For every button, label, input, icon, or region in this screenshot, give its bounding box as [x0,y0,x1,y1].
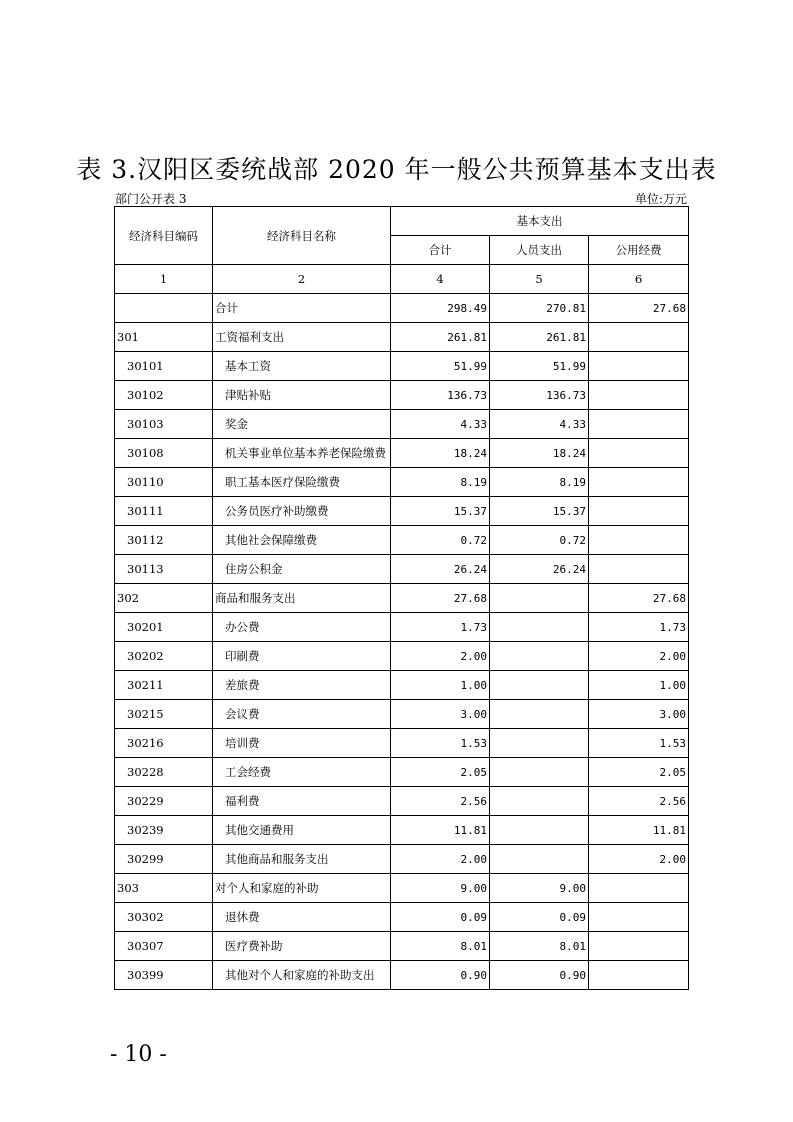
table-row [115,323,689,352]
cell-personnel [490,758,589,787]
cell-personnel [490,671,589,700]
cell-code: 30101 [115,352,213,381]
cell-public [589,526,689,555]
cell-code: 30111 [115,497,213,526]
cell-public [589,439,689,468]
table-row [115,671,689,700]
cell-name: 机关事业单位基本养老保险缴费 [213,439,391,468]
table-row [115,555,689,584]
cell-code: 30110 [115,468,213,497]
header-personnel: 人员支出 [490,236,589,265]
cell-code: 30228 [115,758,213,787]
cell-total: 2.00 [391,642,490,671]
cell-personnel [490,787,589,816]
cell-name: 公务员医疗补助缴费 [213,497,391,526]
cell-personnel: 8.01 [490,932,589,961]
cell-total: 27.68 [391,584,490,613]
header-index: 5 [490,265,589,294]
cell-public: 1.53 [589,729,689,758]
header-public: 公用经费 [589,236,689,265]
cell-public [589,468,689,497]
cell-name: 其他社会保障缴费 [213,526,391,555]
header-index: 1 [115,265,213,294]
cell-name: 工会经费 [213,758,391,787]
cell-name: 津贴补贴 [213,381,391,410]
cell-personnel: 26.24 [490,555,589,584]
header-name: 经济科目名称 [213,207,391,265]
cell-public: 2.56 [589,787,689,816]
cell-name: 差旅费 [213,671,391,700]
cell-total: 26.24 [391,555,490,584]
cell-total: 18.24 [391,439,490,468]
cell-public: 1.73 [589,613,689,642]
cell-code: 30113 [115,555,213,584]
cell-total: 0.72 [391,526,490,555]
table-row [115,526,689,555]
cell-personnel [490,729,589,758]
cell-total: 2.05 [391,758,490,787]
cell-code: 30216 [115,729,213,758]
cell-total: 8.19 [391,468,490,497]
cell-name: 基本工资 [213,352,391,381]
cell-personnel: 270.81 [490,294,589,323]
cell-total: 51.99 [391,352,490,381]
table-row [115,932,689,961]
cell-personnel: 0.72 [490,526,589,555]
table-row [115,903,689,932]
table-row [115,294,689,323]
unit-label: 单位:万元 [634,192,687,206]
cell-name: 住房公积金 [213,555,391,584]
table-row [115,439,689,468]
cell-name: 商品和服务支出 [213,584,391,613]
cell-name: 工资福利支出 [213,323,391,352]
cell-name: 职工基本医疗保险缴费 [213,468,391,497]
table-id-label: 部门公开表 3 [115,192,187,206]
cell-public [589,555,689,584]
cell-total: 1.00 [391,671,490,700]
cell-total: 1.53 [391,729,490,758]
cell-name: 退休费 [213,903,391,932]
cell-personnel: 51.99 [490,352,589,381]
table-row [115,410,689,439]
cell-total: 15.37 [391,497,490,526]
cell-name: 其他交通费用 [213,816,391,845]
budget-table [114,206,689,990]
table-row [115,816,689,845]
cell-total: 3.00 [391,700,490,729]
page-number: - 10 - [110,1042,167,1067]
cell-personnel: 8.19 [490,468,589,497]
cell-code: 30201 [115,613,213,642]
cell-total: 11.81 [391,816,490,845]
cell-personnel [490,613,589,642]
header-total: 合计 [391,236,490,265]
cell-code: 30102 [115,381,213,410]
cell-public: 2.00 [589,845,689,874]
cell-total: 136.73 [391,381,490,410]
cell-personnel: 4.33 [490,410,589,439]
cell-code: 303 [115,874,213,903]
cell-code: 30302 [115,903,213,932]
cell-code [115,294,213,323]
cell-code: 30307 [115,932,213,961]
table-row [115,468,689,497]
cell-personnel: 0.90 [490,961,589,990]
cell-name: 福利费 [213,787,391,816]
cell-public: 27.68 [589,294,689,323]
cell-public: 2.05 [589,758,689,787]
cell-code: 30399 [115,961,213,990]
table-row [115,961,689,990]
cell-public [589,497,689,526]
cell-public [589,352,689,381]
cell-personnel [490,816,589,845]
cell-name: 培训费 [213,729,391,758]
cell-public: 11.81 [589,816,689,845]
cell-name: 其他对个人和家庭的补助支出 [213,961,391,990]
header-code: 经济科目编码 [115,207,213,265]
cell-personnel: 15.37 [490,497,589,526]
cell-personnel [490,700,589,729]
header-basic: 基本支出 [391,207,689,236]
cell-code: 30215 [115,700,213,729]
cell-code: 30202 [115,642,213,671]
table-row [115,642,689,671]
table-row [115,584,689,613]
cell-name: 合计 [213,294,391,323]
cell-personnel: 261.81 [490,323,589,352]
cell-personnel: 18.24 [490,439,589,468]
table-row [115,729,689,758]
cell-public [589,932,689,961]
cell-code: 30211 [115,671,213,700]
cell-total: 9.00 [391,874,490,903]
cell-public: 27.68 [589,584,689,613]
cell-public [589,874,689,903]
header-index: 2 [213,265,391,294]
table-row [115,874,689,903]
cell-name: 办公费 [213,613,391,642]
cell-total: 0.90 [391,961,490,990]
cell-name: 奖金 [213,410,391,439]
cell-code: 30103 [115,410,213,439]
table-row [115,758,689,787]
cell-public: 3.00 [589,700,689,729]
cell-name: 印刷费 [213,642,391,671]
cell-code: 302 [115,584,213,613]
cell-personnel: 136.73 [490,381,589,410]
table-row [115,787,689,816]
cell-total: 8.01 [391,932,490,961]
cell-total: 0.09 [391,903,490,932]
table-row [115,700,689,729]
cell-name: 对个人和家庭的补助 [213,874,391,903]
cell-code: 30299 [115,845,213,874]
cell-total: 2.00 [391,845,490,874]
cell-code: 30229 [115,787,213,816]
header-index: 6 [589,265,689,294]
cell-public [589,961,689,990]
cell-code: 30112 [115,526,213,555]
table-body [115,294,689,990]
page-title: 表 3.汉阳区委统战部 2020 年一般公共预算基本支出表 [76,155,717,184]
header-index: 4 [391,265,490,294]
cell-personnel: 0.09 [490,903,589,932]
table-row [115,613,689,642]
cell-public: 2.00 [589,642,689,671]
cell-public [589,410,689,439]
cell-code: 30108 [115,439,213,468]
cell-code: 30239 [115,816,213,845]
cell-public [589,903,689,932]
cell-personnel [490,642,589,671]
cell-personnel: 9.00 [490,874,589,903]
cell-public [589,381,689,410]
cell-personnel [490,845,589,874]
cell-total: 1.73 [391,613,490,642]
cell-name: 其他商品和服务支出 [213,845,391,874]
cell-total: 298.49 [391,294,490,323]
cell-code: 301 [115,323,213,352]
cell-name: 会议费 [213,700,391,729]
cell-total: 2.56 [391,787,490,816]
cell-total: 4.33 [391,410,490,439]
table-row [115,845,689,874]
cell-public [589,323,689,352]
cell-total: 261.81 [391,323,490,352]
table-row [115,497,689,526]
table-row [115,381,689,410]
cell-public: 1.00 [589,671,689,700]
table-row [115,352,689,381]
cell-name: 医疗费补助 [213,932,391,961]
cell-personnel [490,584,589,613]
